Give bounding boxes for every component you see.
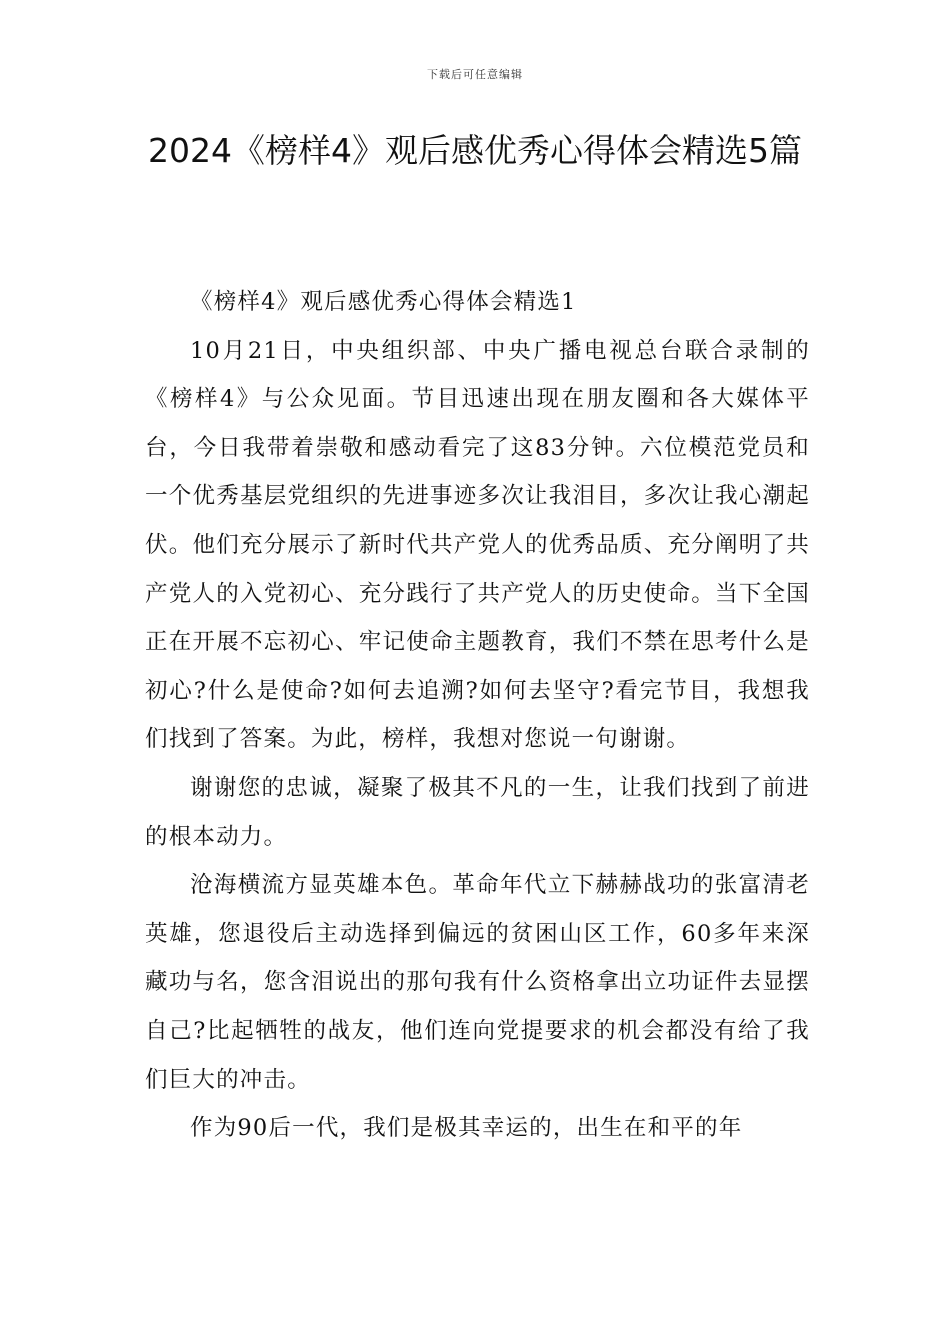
paragraph: 10月21日，中央组织部、中央广播电视总台联合录制的《榜样4》与公众见面。节目迅速出现在朋友圈和各大媒体平台，今日我带着崇敬和感动看完了这83分钟。六位模范党员和一个优秀基层党组织的先进事迹多次让我泪目，多次让我心潮起伏。他们充分展示了新时代共产党人的优秀品质、充分阐明了共产党人的入党初心、充分践行了共产党人的历史使命。当下全国正在开展不忘初心、牢记使命主题教育，我们不禁在思考什么是初心?什么是使命?如何去追溯?如何去坚守?看完节目，我想我们找到了答案。为此，榜样，我想对您说一句谢谢。	[145, 337, 810, 753]
paragraph: 谢谢您的忠诚，凝聚了极其不凡的一生，让我们找到了前进的根本动力。	[145, 774, 810, 850]
header-note: 下载后可任意编辑	[427, 68, 523, 81]
document-body	[145, 278, 810, 1153]
paragraph: 沧海横流方显英雄本色。革命年代立下赫赫战功的张富清老英雄，您退役后主动选择到偏远的贫困山区工作，60多年来深藏功与名，您含泪说出的那句我有什么资格拿出立功证件去显摆自己?比起牺牲的战友，他们连向党提要求的机会都没有给了我们巨大的冲击。	[145, 872, 810, 1093]
section-heading: 《榜样4》观后感优秀心得体会精选1	[190, 289, 577, 315]
paragraph: 作为90后一代，我们是极其幸运的，出生在和平的年	[190, 1115, 743, 1142]
document-title: 2024《榜样4》观后感优秀心得体会精选5篇	[148, 131, 802, 170]
